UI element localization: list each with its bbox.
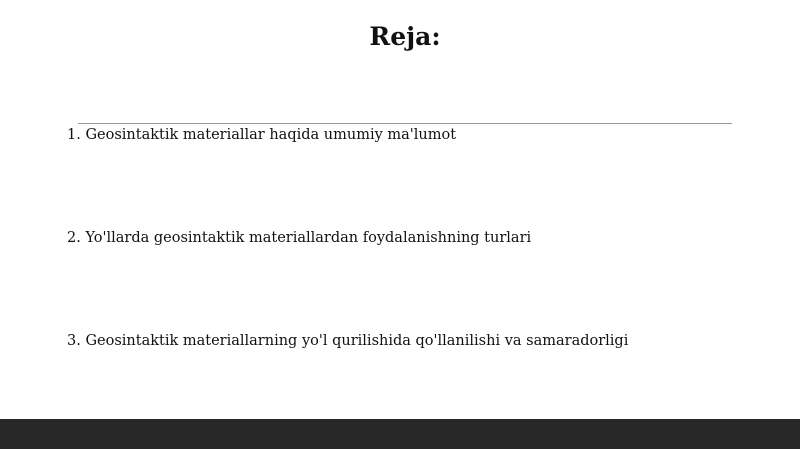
agenda-item-2: 2. Yo'llarda geosintaktik materiallardan foydalanishning turlari <box>67 230 532 246</box>
slide-title: Reja: <box>369 22 441 51</box>
title-divider <box>78 123 732 124</box>
agenda-item-1: 1. Geosintaktik materiallar haqida umumiy ma'lumot <box>67 127 457 143</box>
agenda-item-3: 3. Geosintaktik materiallarning yo'l qurilishida qo'llanilishi va samaradorligi <box>67 333 629 349</box>
bottom-bar <box>0 419 800 449</box>
